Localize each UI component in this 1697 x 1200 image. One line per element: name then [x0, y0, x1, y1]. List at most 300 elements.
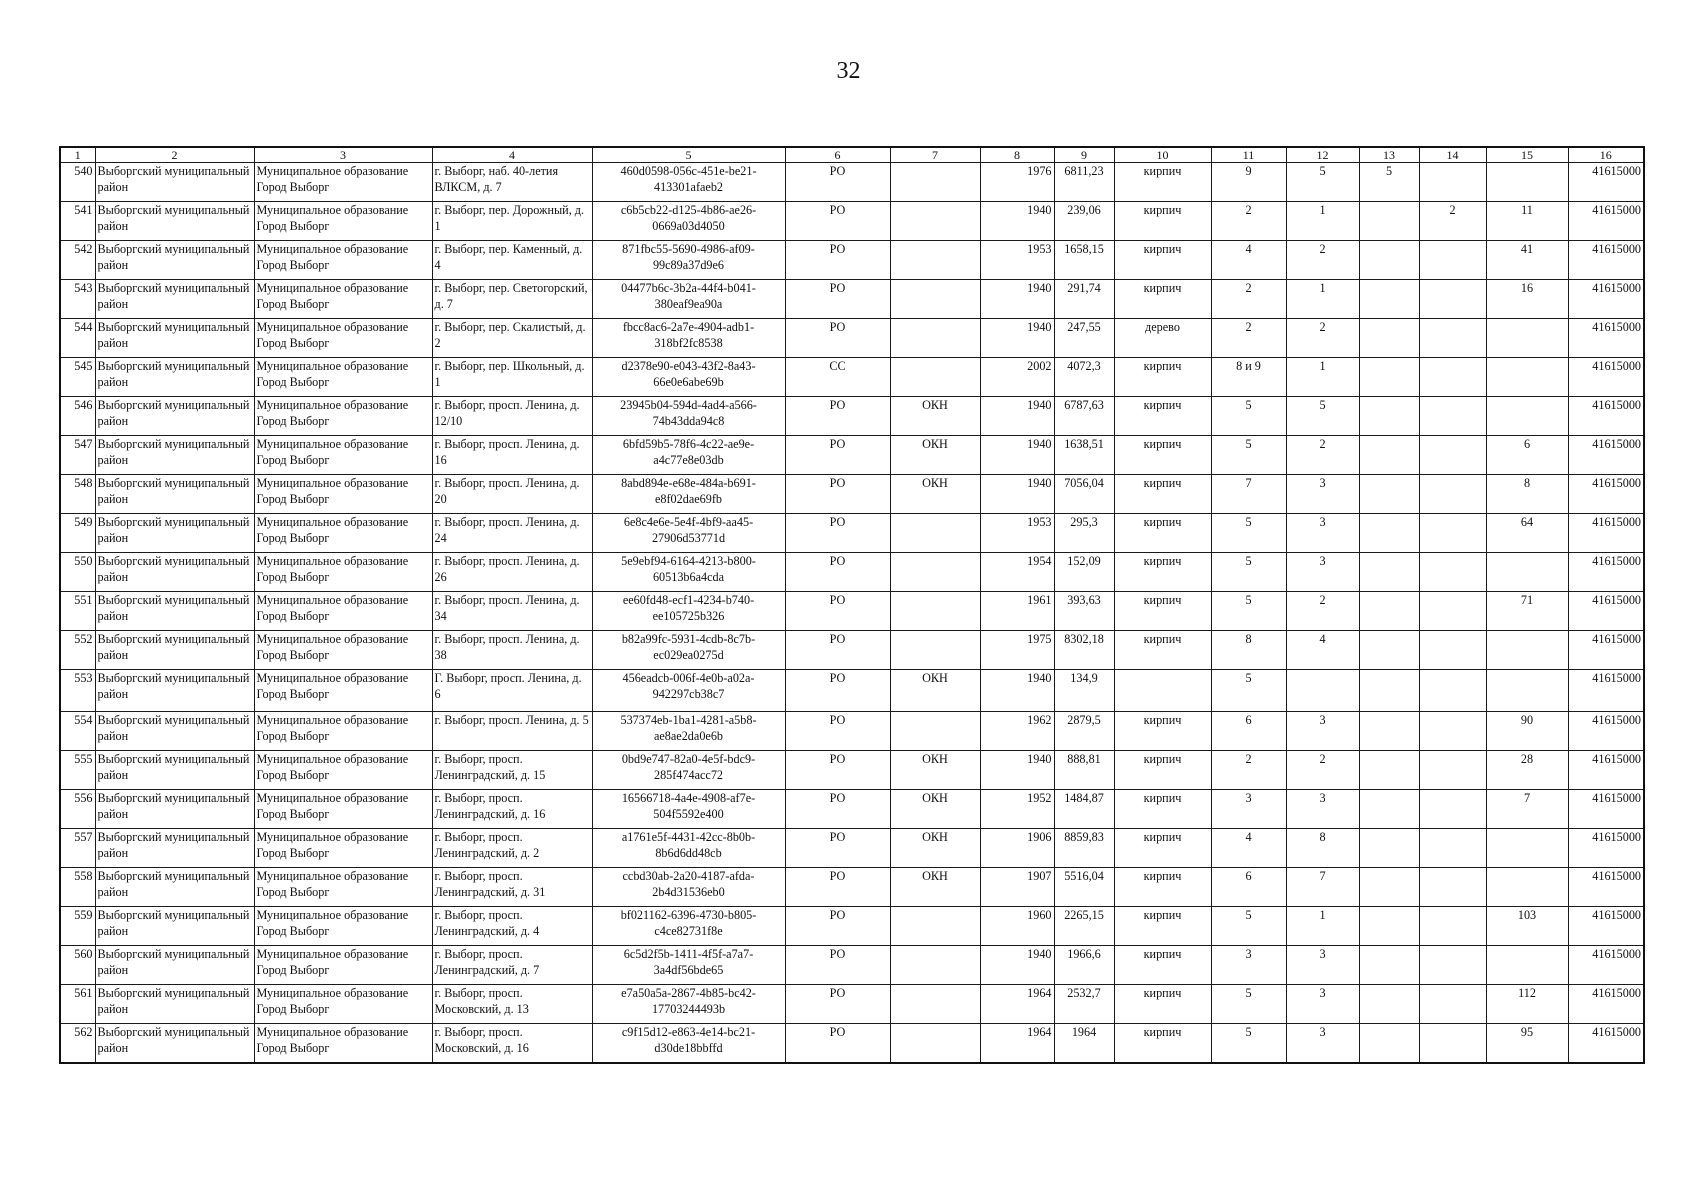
district-cell: Выборгский муниципальный район [95, 436, 254, 475]
wall-material-cell: кирпич [1114, 475, 1211, 514]
col15-cell: 90 [1486, 712, 1568, 751]
guid-cell: b82a99fc-5931-4cdb-8c7b-ec029ea0275d [592, 631, 785, 670]
district-cell: Выборгский муниципальный район [95, 712, 254, 751]
wall-material-cell: кирпич [1114, 868, 1211, 907]
oktmo-code-cell: 41615000 [1568, 592, 1644, 631]
guid-cell: 871fbc55-5690-4986-af09-99c89a37d9e6 [592, 241, 785, 280]
okn-mark-cell [890, 946, 980, 985]
oktmo-code-cell: 41615000 [1568, 514, 1644, 553]
col12-cell: 3 [1286, 553, 1359, 592]
wall-material-cell: кирпич [1114, 280, 1211, 319]
guid-cell: 6bfd59b5-78f6-4c22-ae9e-a4c77e8e03db [592, 436, 785, 475]
oktmo-code-cell: 41615000 [1568, 241, 1644, 280]
col15-cell: 112 [1486, 985, 1568, 1024]
year-cell: 1954 [980, 553, 1054, 592]
floors-cell: 2 [1211, 319, 1286, 358]
municipality-cell: Муниципальное образование Город Выборг [254, 475, 432, 514]
area-cell: 8859,83 [1054, 829, 1114, 868]
guid-cell: e7a50a5a-2867-4b85-bc42-17703244493b [592, 985, 785, 1024]
wall-material-cell: дерево [1114, 319, 1211, 358]
table-row [60, 868, 1644, 907]
district-cell: Выборгский муниципальный район [95, 868, 254, 907]
col12-cell: 7 [1286, 868, 1359, 907]
row-number-cell: 549 [60, 514, 95, 553]
district-cell: Выборгский муниципальный район [95, 319, 254, 358]
wall-material-cell: кирпич [1114, 397, 1211, 436]
col12-cell: 3 [1286, 475, 1359, 514]
wall-material-cell: кирпич [1114, 829, 1211, 868]
col6-code-cell: РО [785, 907, 890, 946]
col12-cell: 3 [1286, 712, 1359, 751]
district-cell: Выборгский муниципальный район [95, 397, 254, 436]
col14-cell [1419, 751, 1486, 790]
wall-material-cell: кирпич [1114, 592, 1211, 631]
municipality-cell: Муниципальное образование Город Выборг [254, 592, 432, 631]
address-cell: г. Выборг, пер. Школьный, д. 1 [432, 358, 592, 397]
col14-cell [1419, 475, 1486, 514]
col6-code-cell: РО [785, 319, 890, 358]
floors-cell: 4 [1211, 829, 1286, 868]
oktmo-code-cell: 41615000 [1568, 868, 1644, 907]
col6-code-cell: РО [785, 751, 890, 790]
oktmo-code-cell: 41615000 [1568, 751, 1644, 790]
col14-cell [1419, 829, 1486, 868]
oktmo-code-cell: 41615000 [1568, 631, 1644, 670]
guid-cell: bf021162-6396-4730-b805-c4ce82731f8e [592, 907, 785, 946]
year-cell: 1960 [980, 907, 1054, 946]
col6-code-cell: РО [785, 631, 890, 670]
col15-cell [1486, 358, 1568, 397]
table-row [60, 241, 1644, 280]
col14-cell [1419, 712, 1486, 751]
col13-cell [1359, 475, 1419, 514]
col14-cell [1419, 514, 1486, 553]
row-number-cell: 559 [60, 907, 95, 946]
year-cell: 1964 [980, 1024, 1054, 1064]
area-cell: 7056,04 [1054, 475, 1114, 514]
table-row [60, 751, 1644, 790]
column-header: 12 [1286, 147, 1359, 163]
col15-cell: 8 [1486, 475, 1568, 514]
area-cell: 1966,6 [1054, 946, 1114, 985]
okn-mark-cell [890, 202, 980, 241]
address-cell: г. Выборг, просп. Московский, д. 13 [432, 985, 592, 1024]
wall-material-cell: кирпич [1114, 358, 1211, 397]
col6-code-cell: РО [785, 241, 890, 280]
district-cell: Выборгский муниципальный район [95, 751, 254, 790]
district-cell: Выборгский муниципальный район [95, 163, 254, 202]
col14-cell [1419, 319, 1486, 358]
floors-cell: 4 [1211, 241, 1286, 280]
area-cell: 239,06 [1054, 202, 1114, 241]
oktmo-code-cell: 41615000 [1568, 319, 1644, 358]
col15-cell: 64 [1486, 514, 1568, 553]
col14-cell [1419, 553, 1486, 592]
address-cell: г. Выборг, просп. Ленинградский, д. 16 [432, 790, 592, 829]
floors-cell: 5 [1211, 592, 1286, 631]
page-number: 32 [836, 58, 861, 84]
housing-registry-table [59, 146, 1645, 1064]
col12-cell: 5 [1286, 397, 1359, 436]
col15-cell [1486, 631, 1568, 670]
row-number-cell: 557 [60, 829, 95, 868]
district-cell: Выборгский муниципальный район [95, 553, 254, 592]
table-row [60, 1024, 1644, 1064]
wall-material-cell [1114, 670, 1211, 712]
oktmo-code-cell: 41615000 [1568, 1024, 1644, 1064]
table-row [60, 790, 1644, 829]
wall-material-cell: кирпич [1114, 751, 1211, 790]
table-body [60, 163, 1644, 1064]
okn-mark-cell [890, 358, 980, 397]
year-cell: 2002 [980, 358, 1054, 397]
col6-code-cell: РО [785, 163, 890, 202]
col13-cell [1359, 436, 1419, 475]
column-header: 2 [95, 147, 254, 163]
col15-cell: 41 [1486, 241, 1568, 280]
district-cell: Выборгский муниципальный район [95, 280, 254, 319]
col15-cell [1486, 553, 1568, 592]
district-cell: Выборгский муниципальный район [95, 514, 254, 553]
table-row [60, 202, 1644, 241]
okn-mark-cell [890, 319, 980, 358]
guid-cell: 23945b04-594d-4ad4-a566-74b43dda94c8 [592, 397, 785, 436]
row-number-cell: 541 [60, 202, 95, 241]
col12-cell: 4 [1286, 631, 1359, 670]
year-cell: 1940 [980, 202, 1054, 241]
col6-code-cell: РО [785, 436, 890, 475]
table-row [60, 163, 1644, 202]
col13-cell [1359, 358, 1419, 397]
row-number-cell: 560 [60, 946, 95, 985]
floors-cell: 5 [1211, 985, 1286, 1024]
col13-cell [1359, 670, 1419, 712]
column-header: 16 [1568, 147, 1644, 163]
table-row [60, 631, 1644, 670]
floors-cell: 6 [1211, 712, 1286, 751]
floors-cell: 5 [1211, 907, 1286, 946]
col6-code-cell: СС [785, 358, 890, 397]
wall-material-cell: кирпич [1114, 907, 1211, 946]
col12-cell: 3 [1286, 985, 1359, 1024]
okn-mark-cell [890, 712, 980, 751]
floors-cell: 3 [1211, 790, 1286, 829]
col14-cell [1419, 670, 1486, 712]
address-cell: г. Выборг, просп. Ленинградский, д. 2 [432, 829, 592, 868]
row-number-cell: 555 [60, 751, 95, 790]
col14-cell [1419, 280, 1486, 319]
municipality-cell: Муниципальное образование Город Выборг [254, 241, 432, 280]
col15-cell: 103 [1486, 907, 1568, 946]
col6-code-cell: РО [785, 946, 890, 985]
address-cell: г. Выборг, просп. Ленина, д. 34 [432, 592, 592, 631]
column-header: 14 [1419, 147, 1486, 163]
row-number-cell: 553 [60, 670, 95, 712]
row-number-cell: 556 [60, 790, 95, 829]
guid-cell: 16566718-4a4e-4908-af7e-504f5592e400 [592, 790, 785, 829]
year-cell: 1953 [980, 514, 1054, 553]
oktmo-code-cell: 41615000 [1568, 829, 1644, 868]
guid-cell: 6c5d2f5b-1411-4f5f-a7a7-3a4df56bde65 [592, 946, 785, 985]
district-cell: Выборгский муниципальный район [95, 592, 254, 631]
municipality-cell: Муниципальное образование Город Выборг [254, 868, 432, 907]
okn-mark-cell [890, 907, 980, 946]
okn-mark-cell: ОКН [890, 475, 980, 514]
area-cell: 1484,87 [1054, 790, 1114, 829]
table-row [60, 319, 1644, 358]
address-cell: г. Выборг, просп. Ленина, д. 24 [432, 514, 592, 553]
floors-cell: 2 [1211, 751, 1286, 790]
col14-cell [1419, 397, 1486, 436]
oktmo-code-cell: 41615000 [1568, 436, 1644, 475]
municipality-cell: Муниципальное образование Город Выборг [254, 436, 432, 475]
column-header: 13 [1359, 147, 1419, 163]
okn-mark-cell: ОКН [890, 436, 980, 475]
year-cell: 1940 [980, 670, 1054, 712]
oktmo-code-cell: 41615000 [1568, 553, 1644, 592]
column-header: 15 [1486, 147, 1568, 163]
year-cell: 1940 [980, 436, 1054, 475]
guid-cell: a1761e5f-4431-42cc-8b0b-8b6d6dd48cb [592, 829, 785, 868]
col15-cell: 71 [1486, 592, 1568, 631]
row-number-cell: 548 [60, 475, 95, 514]
oktmo-code-cell: 41615000 [1568, 358, 1644, 397]
col13-cell [1359, 829, 1419, 868]
col12-cell: 3 [1286, 790, 1359, 829]
col13-cell: 5 [1359, 163, 1419, 202]
district-cell: Выборгский муниципальный район [95, 358, 254, 397]
oktmo-code-cell: 41615000 [1568, 907, 1644, 946]
column-header: 6 [785, 147, 890, 163]
col14-cell [1419, 436, 1486, 475]
col13-cell [1359, 202, 1419, 241]
row-number-cell: 544 [60, 319, 95, 358]
guid-cell: 537374eb-1ba1-4281-a5b8-ae8ae2da0e6b [592, 712, 785, 751]
address-cell: г. Выборг, пер. Скалистый, д. 2 [432, 319, 592, 358]
col12-cell: 2 [1286, 592, 1359, 631]
municipality-cell: Муниципальное образование Город Выборг [254, 1024, 432, 1064]
address-cell: г. Выборг, просп. Ленина, д. 12/10 [432, 397, 592, 436]
address-cell: г. Выборг, пер. Дорожный, д. 1 [432, 202, 592, 241]
column-header: 1 [60, 147, 95, 163]
oktmo-code-cell: 41615000 [1568, 712, 1644, 751]
col12-cell: 2 [1286, 319, 1359, 358]
area-cell: 6787,63 [1054, 397, 1114, 436]
floors-cell: 5 [1211, 436, 1286, 475]
wall-material-cell: кирпич [1114, 553, 1211, 592]
guid-cell: 04477b6c-3b2a-44f4-b041-380eaf9ea90a [592, 280, 785, 319]
wall-material-cell: кирпич [1114, 946, 1211, 985]
address-cell: г. Выборг, просп. Ленина, д. 20 [432, 475, 592, 514]
col14-cell [1419, 985, 1486, 1024]
municipality-cell: Муниципальное образование Город Выборг [254, 631, 432, 670]
municipality-cell: Муниципальное образование Город Выборг [254, 751, 432, 790]
district-cell: Выборгский муниципальный район [95, 829, 254, 868]
municipality-cell: Муниципальное образование Город Выборг [254, 790, 432, 829]
municipality-cell: Муниципальное образование Город Выборг [254, 712, 432, 751]
col13-cell [1359, 514, 1419, 553]
year-cell: 1940 [980, 475, 1054, 514]
okn-mark-cell [890, 1024, 980, 1064]
address-cell: г. Выборг, просп. Ленина, д. 16 [432, 436, 592, 475]
guid-cell: 460d0598-056c-451e-be21-413301afaeb2 [592, 163, 785, 202]
row-number-cell: 540 [60, 163, 95, 202]
year-cell: 1940 [980, 397, 1054, 436]
col12-cell: 8 [1286, 829, 1359, 868]
district-cell: Выборгский муниципальный район [95, 1024, 254, 1064]
col13-cell [1359, 985, 1419, 1024]
row-number-cell: 543 [60, 280, 95, 319]
col12-cell: 3 [1286, 514, 1359, 553]
table-row [60, 280, 1644, 319]
year-cell: 1953 [980, 241, 1054, 280]
area-cell: 8302,18 [1054, 631, 1114, 670]
row-number-cell: 545 [60, 358, 95, 397]
area-cell: 888,81 [1054, 751, 1114, 790]
row-number-cell: 547 [60, 436, 95, 475]
oktmo-code-cell: 41615000 [1568, 790, 1644, 829]
col14-cell [1419, 241, 1486, 280]
row-number-cell: 552 [60, 631, 95, 670]
okn-mark-cell: ОКН [890, 670, 980, 712]
municipality-cell: Муниципальное образование Город Выборг [254, 280, 432, 319]
oktmo-code-cell: 41615000 [1568, 163, 1644, 202]
col15-cell [1486, 946, 1568, 985]
district-cell: Выборгский муниципальный район [95, 670, 254, 712]
column-header: 10 [1114, 147, 1211, 163]
oktmo-code-cell: 41615000 [1568, 280, 1644, 319]
column-header: 4 [432, 147, 592, 163]
col13-cell [1359, 946, 1419, 985]
municipality-cell: Муниципальное образование Город Выборг [254, 514, 432, 553]
area-cell: 152,09 [1054, 553, 1114, 592]
table-row [60, 670, 1644, 712]
col14-cell [1419, 631, 1486, 670]
wall-material-cell: кирпич [1114, 985, 1211, 1024]
col13-cell [1359, 790, 1419, 829]
year-cell: 1976 [980, 163, 1054, 202]
col14-cell [1419, 592, 1486, 631]
area-cell: 2879,5 [1054, 712, 1114, 751]
col13-cell [1359, 907, 1419, 946]
address-cell: г. Выборг, пер. Каменный, д. 4 [432, 241, 592, 280]
municipality-cell: Муниципальное образование Город Выборг [254, 553, 432, 592]
col12-cell: 1 [1286, 358, 1359, 397]
district-cell: Выборгский муниципальный район [95, 475, 254, 514]
okn-mark-cell: ОКН [890, 829, 980, 868]
guid-cell: c9f15d12-e863-4e14-bc21-d30de18bbffd [592, 1024, 785, 1064]
col13-cell [1359, 712, 1419, 751]
okn-mark-cell: ОКН [890, 790, 980, 829]
col6-code-cell: РО [785, 202, 890, 241]
floors-cell: 9 [1211, 163, 1286, 202]
col15-cell [1486, 829, 1568, 868]
address-cell: г. Выборг, просп. Ленинградский, д. 4 [432, 907, 592, 946]
col14-cell [1419, 358, 1486, 397]
row-number-cell: 542 [60, 241, 95, 280]
table-row [60, 397, 1644, 436]
floors-cell: 6 [1211, 868, 1286, 907]
table-row [60, 907, 1644, 946]
col6-code-cell: РО [785, 475, 890, 514]
col6-code-cell: РО [785, 670, 890, 712]
municipality-cell: Муниципальное образование Город Выборг [254, 907, 432, 946]
municipality-cell: Муниципальное образование Город Выборг [254, 985, 432, 1024]
area-cell: 5516,04 [1054, 868, 1114, 907]
okn-mark-cell [890, 985, 980, 1024]
guid-cell: ee60fd48-ecf1-4234-b740-ee105725b326 [592, 592, 785, 631]
floors-cell: 2 [1211, 280, 1286, 319]
col6-code-cell: РО [785, 829, 890, 868]
oktmo-code-cell: 41615000 [1568, 946, 1644, 985]
floors-cell: 5 [1211, 397, 1286, 436]
municipality-cell: Муниципальное образование Город Выборг [254, 397, 432, 436]
col14-cell [1419, 946, 1486, 985]
area-cell: 291,74 [1054, 280, 1114, 319]
guid-cell: c6b5cb22-d125-4b86-ae26-0669a03d4050 [592, 202, 785, 241]
floors-cell: 8 и 9 [1211, 358, 1286, 397]
address-cell: г. Выборг, наб. 40-летия ВЛКСМ, д. 7 [432, 163, 592, 202]
col6-code-cell: РО [785, 985, 890, 1024]
col13-cell [1359, 553, 1419, 592]
okn-mark-cell [890, 241, 980, 280]
year-cell: 1940 [980, 751, 1054, 790]
col12-cell: 1 [1286, 202, 1359, 241]
row-number-cell: 551 [60, 592, 95, 631]
district-cell: Выборгский муниципальный район [95, 631, 254, 670]
municipality-cell: Муниципальное образование Город Выборг [254, 163, 432, 202]
year-cell: 1907 [980, 868, 1054, 907]
col13-cell [1359, 241, 1419, 280]
year-cell: 1940 [980, 946, 1054, 985]
area-cell: 247,55 [1054, 319, 1114, 358]
municipality-cell: Муниципальное образование Город Выборг [254, 358, 432, 397]
address-cell: г. Выборг, просп. Московский, д. 16 [432, 1024, 592, 1064]
floors-cell: 5 [1211, 553, 1286, 592]
col15-cell: 7 [1486, 790, 1568, 829]
address-cell: г. Выборг, просп. Ленина, д. 38 [432, 631, 592, 670]
table-row [60, 946, 1644, 985]
table-row [60, 829, 1644, 868]
okn-mark-cell: ОКН [890, 868, 980, 907]
col12-cell: 3 [1286, 1024, 1359, 1064]
area-cell: 2532,7 [1054, 985, 1114, 1024]
wall-material-cell: кирпич [1114, 790, 1211, 829]
col13-cell [1359, 280, 1419, 319]
area-cell: 6811,23 [1054, 163, 1114, 202]
oktmo-code-cell: 41615000 [1568, 202, 1644, 241]
table-row [60, 514, 1644, 553]
address-cell: г. Выборг, просп. Ленинградский, д. 7 [432, 946, 592, 985]
col14-cell [1419, 1024, 1486, 1064]
year-cell: 1961 [980, 592, 1054, 631]
col13-cell [1359, 592, 1419, 631]
col12-cell: 2 [1286, 751, 1359, 790]
wall-material-cell: кирпич [1114, 202, 1211, 241]
col6-code-cell: РО [785, 280, 890, 319]
year-cell: 1964 [980, 985, 1054, 1024]
okn-mark-cell [890, 163, 980, 202]
area-cell: 134,9 [1054, 670, 1114, 712]
okn-mark-cell [890, 514, 980, 553]
wall-material-cell: кирпич [1114, 241, 1211, 280]
address-cell: г. Выборг, просп. Ленина, д. 5 [432, 712, 592, 751]
col15-cell: 95 [1486, 1024, 1568, 1064]
address-cell: г. Выборг, просп. Ленина, д. 26 [432, 553, 592, 592]
wall-material-cell: кирпич [1114, 436, 1211, 475]
col6-code-cell: РО [785, 1024, 890, 1064]
district-cell: Выборгский муниципальный район [95, 202, 254, 241]
